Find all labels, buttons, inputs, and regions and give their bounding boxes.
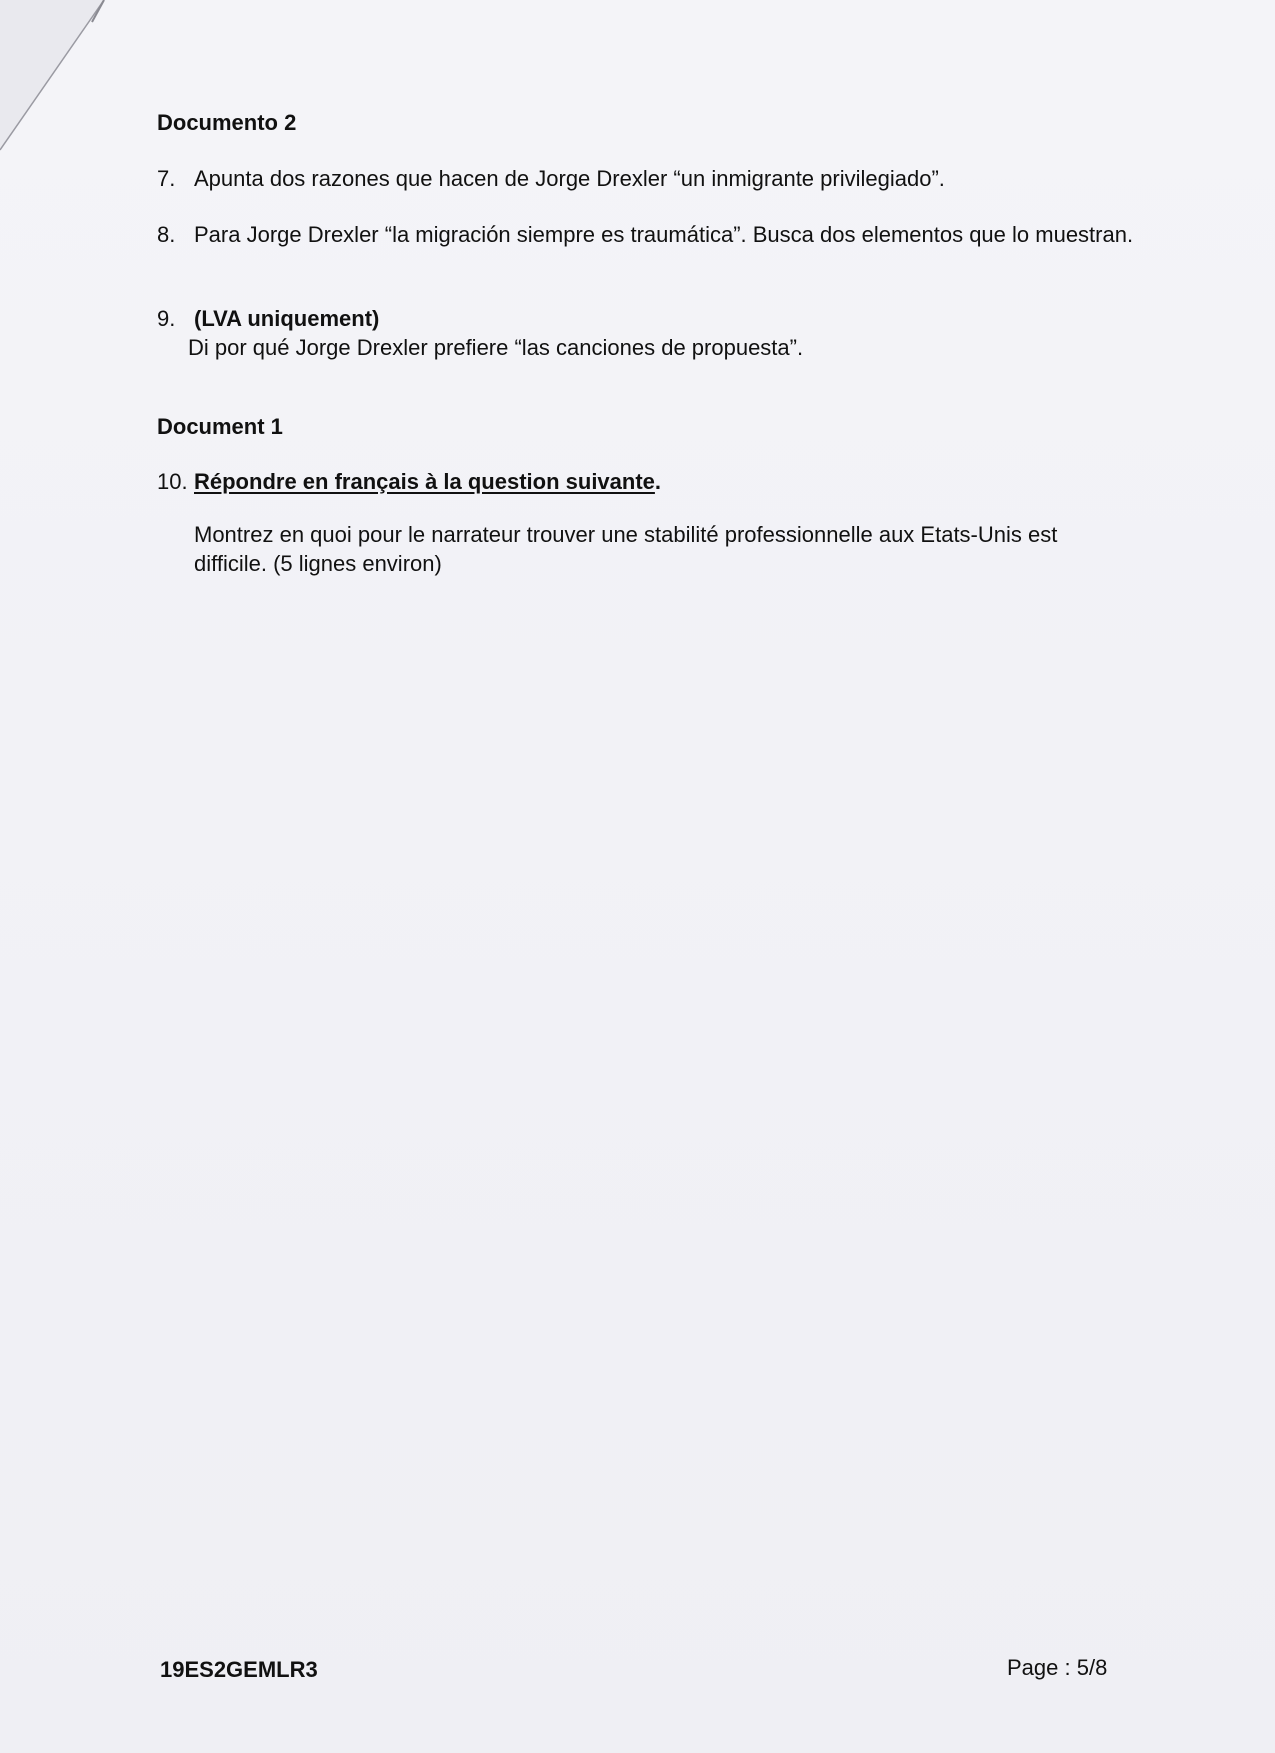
instruction-text: Répondre en français à la question suivante — [194, 469, 655, 494]
question-9 — [157, 304, 1144, 362]
question-text: Apunta dos razones que hacen de Jorge Drexler “un inmigrante privilegiado”. — [194, 166, 945, 191]
page-number: Page : 5/8 — [1007, 1655, 1108, 1680]
question-text: Para Jorge Drexler “la migración siempre es traumática”. Busca dos elementos que lo muestran. — [194, 222, 1134, 247]
question-number: 9. — [157, 306, 176, 331]
document-2-heading: Documento 2 — [157, 110, 297, 135]
document-1-heading: Document 1 — [157, 414, 283, 439]
question-7 — [157, 164, 1144, 193]
question-number: 7. — [157, 166, 176, 191]
question-text: Di por qué Jorge Drexler prefiere “las canciones de propuesta”. — [188, 335, 804, 360]
lva-label: (LVA uniquement) — [194, 306, 380, 331]
question-number: 8. — [157, 222, 176, 247]
exam-code: 19ES2GEMLR3 — [160, 1657, 318, 1682]
instruction-period: . — [654, 469, 662, 494]
question-8 — [157, 220, 1144, 249]
question-instruction-line — [194, 467, 1144, 496]
question-10-text: Montrez en quoi pour le narrateur trouver une stabilité professionnelle aux Etats-Unis est difficile. (5 lignes environ) — [194, 522, 1058, 576]
folded-corner-mark — [0, 0, 120, 160]
question-number: 10. — [157, 469, 188, 494]
question-10 — [157, 467, 1144, 496]
